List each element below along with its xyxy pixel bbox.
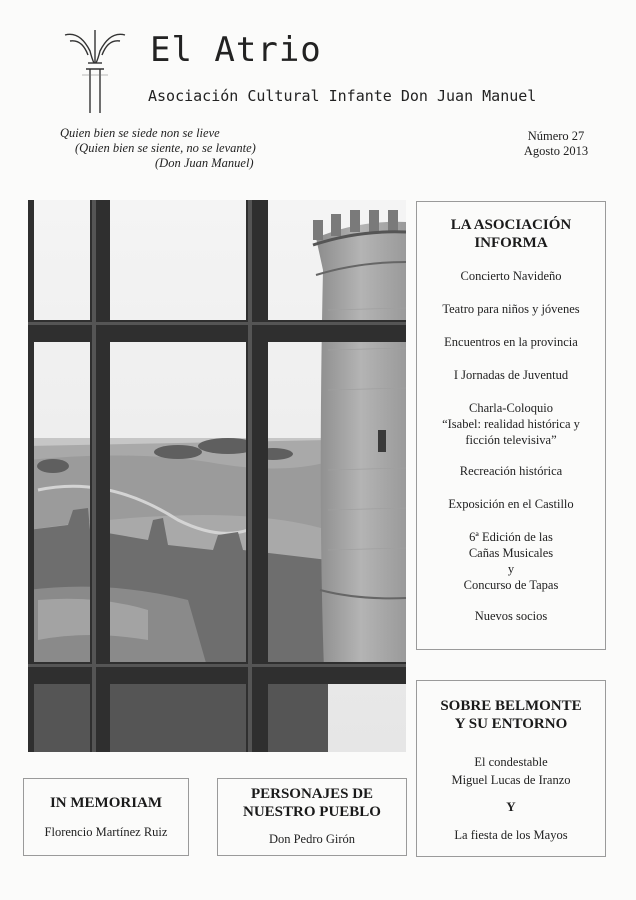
list-item: El condestable	[474, 755, 548, 769]
list-item: Teatro para niños y jóvenes	[442, 302, 580, 316]
asociacion-list	[417, 268, 605, 624]
newsletter-subtitle: Asociación Cultural Infante Don Juan Manuel	[148, 87, 537, 105]
issue-date: Agosto 2013	[523, 144, 589, 158]
personajes-box	[217, 778, 407, 856]
belmonte-heading	[417, 697, 605, 733]
heading-line: INFORMA	[474, 235, 548, 251]
list-item: 6ª Edición de las Cañas Musicales y Concurso de Tapas	[463, 530, 559, 592]
list-item: Nuevos socios	[474, 609, 548, 623]
sobre-belmonte-box	[416, 680, 606, 857]
personajes-heading	[218, 785, 406, 821]
list-item: Exposición en el Castillo	[448, 497, 574, 511]
atrium-column-logo-icon	[60, 25, 130, 115]
motto	[60, 126, 256, 171]
asociacion-heading	[417, 216, 605, 252]
list-item: Charla-Coloquio “Isabel: realidad histórica y ficción televisiva”	[442, 401, 580, 447]
heading-line: SOBRE BELMONTE	[440, 698, 582, 714]
motto-line: (Don Juan Manuel)	[155, 156, 254, 170]
personajes-item: Don Pedro Girón	[268, 832, 356, 846]
heading-line: LA ASOCIACIÓN	[450, 217, 572, 233]
list-item: La fiesta de los Mayos	[454, 828, 568, 842]
list-item: Recreación histórica	[459, 464, 563, 478]
castle-window-photo	[28, 200, 406, 752]
heading-line: NUESTRO PUEBLO	[243, 804, 381, 820]
in-memoriam-box	[23, 778, 189, 856]
issue-number: Número 27	[527, 129, 585, 143]
newsletter-title: El Atrio	[150, 30, 322, 70]
motto-line: Quien bien se siede non se lieve	[60, 126, 220, 140]
list-item: Miguel Lucas de Iranzo	[451, 773, 571, 787]
list-item: Encuentros en la provincia	[444, 335, 578, 349]
heading-line: Y SU ENTORNO	[454, 716, 568, 732]
asociacion-informa-box	[416, 201, 606, 650]
belmonte-items	[417, 753, 605, 843]
list-item: I Jornadas de Juventud	[453, 368, 569, 382]
motto-line: (Quien bien se siente, no se levante)	[75, 141, 256, 155]
memoriam-item: Florencio Martínez Ruiz	[44, 825, 168, 839]
memoriam-heading: IN MEMORIAM	[49, 795, 163, 811]
list-item: Concierto Navideño	[460, 269, 562, 283]
joiner-text: Y	[506, 799, 516, 814]
heading-line: PERSONAJES DE	[250, 786, 374, 802]
issue-info	[506, 129, 606, 159]
